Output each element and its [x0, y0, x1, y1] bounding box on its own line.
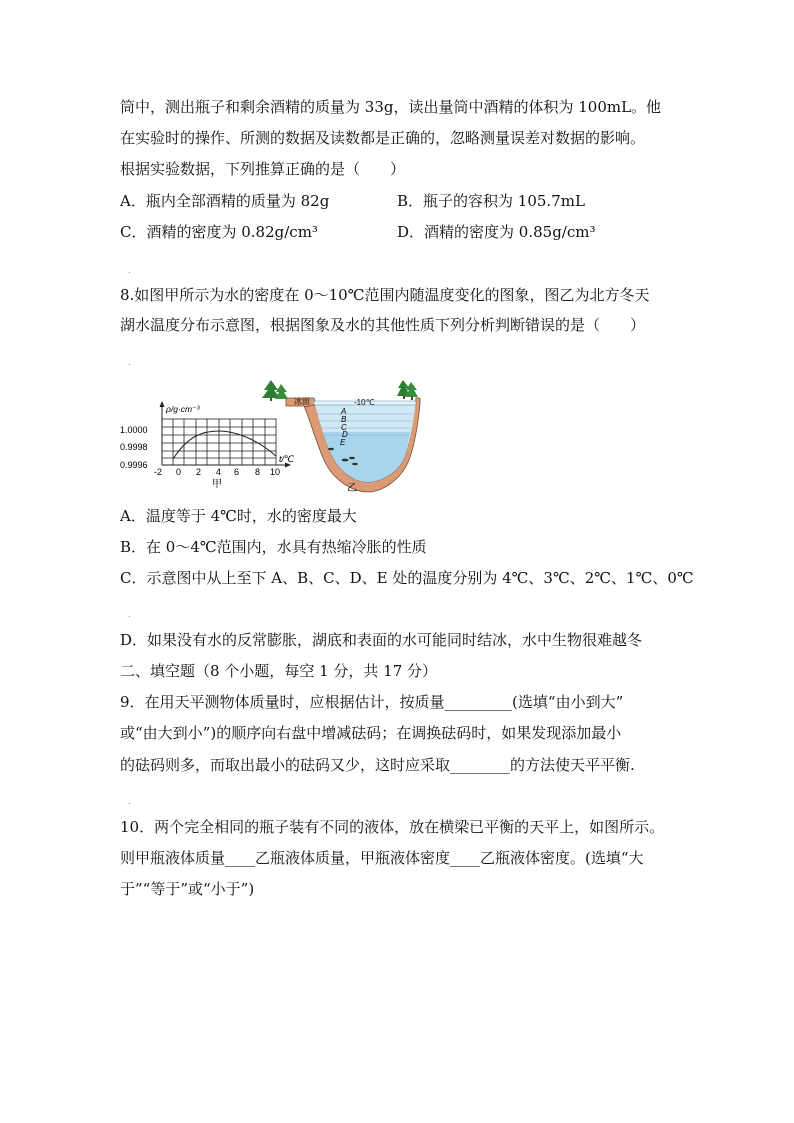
graph-x-tick-5: 8 [255, 467, 261, 477]
graph-x-tick-1: 0 [176, 467, 182, 477]
layer-label-b: B [341, 415, 347, 424]
section-2-title: 二、填空题（8 个小题，每空 1 分，共 17 分） [120, 662, 438, 680]
graph-y-tick-1: 1.0000 [120, 425, 148, 435]
tree-icon [262, 380, 288, 401]
graph-x-tick-0: -2 [154, 467, 163, 477]
graph-y-tick-3: 0.9996 [120, 460, 148, 470]
q8-figure [118, 374, 428, 494]
layer-label-d: D [342, 430, 348, 439]
q10-text-line-3: 于”“等于”或“小于”) [120, 880, 255, 898]
q9-text-line-2: 或“由大到小”)的顺序向右盘中增减砝码；在调换砝码时，如果发现添加最小 [120, 724, 622, 742]
layer-label-a: A [341, 407, 347, 416]
ice-surface-label: 冰面 [294, 397, 310, 406]
paragraph-mark: . [128, 358, 131, 368]
lake-caption: 乙 [347, 483, 357, 494]
q7-text-line-1: 筒中，测出瓶子和剩余酒精的质量为 33g，读出量筒中酒精的体积为 100mL。他 [120, 98, 662, 116]
q10-text-line-2: 则甲瓶液体质量____乙瓶液体质量，甲瓶液体密度____乙瓶液体密度。(选填“大 [120, 849, 644, 867]
q8-figure-svg [118, 374, 428, 494]
graph-caption: 甲 [212, 479, 222, 490]
q8-text-line-1: 8.如图甲所示为水的密度在 0～10℃范围内随温度变化的图象，图乙为北方冬天 [120, 286, 650, 304]
q8-option-b: B．在 0～4℃范围内，水具有热缩冷胀的性质 [120, 538, 427, 556]
graph-x-tick-4: 6 [234, 467, 240, 477]
graph-x-axis-label: t/℃ [279, 454, 295, 464]
lake-diagram [262, 380, 420, 494]
q8-option-c: C．示意图中从上至下 A、B、C、D、E 处的温度分别为 4℃、3℃、2℃、1℃、0℃ [120, 569, 694, 587]
graph-x-tick-3: 4 [216, 467, 222, 477]
q8-option-d: D．如果没有水的反常膨胀，湖底和表面的水可能同时结冰，水中生物很难越冬 [120, 631, 643, 649]
q8-option-a: A．温度等于 4℃时，水的密度最大 [120, 507, 357, 525]
q9-text-line-3: 的砝码则多，而取出最小的砝码又少，这时应采取________的方法使天平平衡. [120, 756, 635, 774]
paragraph-mark: . [128, 266, 131, 276]
density-graph [120, 401, 295, 490]
layer-label-e: E [340, 438, 346, 447]
graph-x-tick-6: 10 [270, 467, 281, 477]
layer-label-c: C [341, 423, 347, 432]
graph-y-axis-label: ρ/g·cm⁻³ [166, 404, 200, 414]
air-temperature-label: -10℃ [354, 398, 375, 407]
q7-option-b: B．瓶子的容积为 105.7mL [397, 192, 585, 210]
paragraph-mark: . [128, 610, 131, 620]
q7-option-c: C．酒精的密度为 0.82g/cm³ [120, 223, 318, 241]
q8-text-line-2: 湖水温度分布示意图，根据图象及水的其他性质下列分析判断错误的是（ ） [120, 316, 646, 334]
q7-text-line-3: 根据实验数据，下列推算正确的是（ ） [120, 160, 406, 178]
q7-option-d: D．酒精的密度为 0.85g/cm³ [397, 223, 596, 241]
q9-text-line-1: 9．在用天平测物体质量时，应根据估计，按质量_________(选填“由小到大” [120, 693, 624, 711]
q7-option-a: A．瓶内全部酒精的质量为 82g [120, 192, 330, 210]
graph-y-tick-2: 0.9998 [120, 442, 148, 452]
paragraph-mark: . [128, 797, 131, 807]
q7-text-line-2: 在实验时的操作、所测的数据及读数都是正确的，忽略测量误差对数据的影响。 [120, 129, 646, 147]
graph-x-tick-2: 2 [196, 467, 202, 477]
q10-text-line-1: 10．两个完全相同的瓶子装有不同的液体，放在横梁已平衡的天平上，如图所示。 [120, 818, 665, 836]
tree-icon [397, 380, 418, 400]
